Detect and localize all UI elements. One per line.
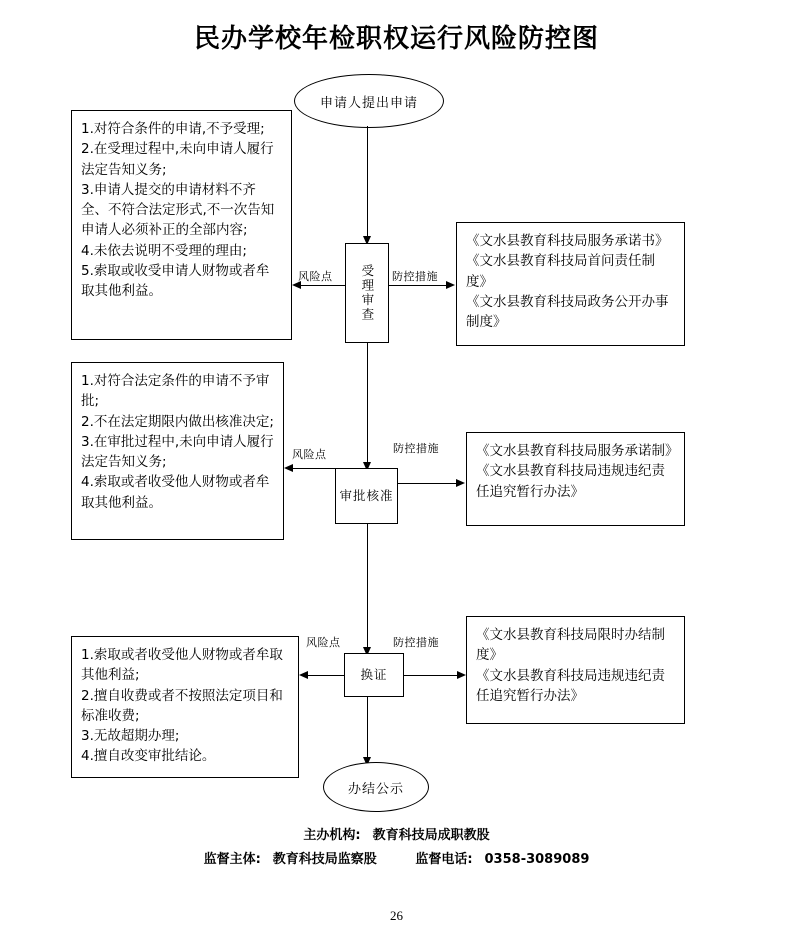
risk-box-2-line-4: 4.索取或者收受他人财物或者牟取其他利益。 [81, 474, 270, 511]
connector-step3-risk3 [307, 675, 344, 676]
node-step1-label: 受理审查 [359, 264, 375, 322]
arrowhead-step2-control2 [456, 479, 465, 487]
risk-box-2 [71, 362, 284, 540]
node-end [323, 762, 429, 812]
node-step3 [344, 653, 404, 697]
risk-box-2-line-1: 1.对符合法定条件的申请不予审批; [81, 373, 270, 410]
node-step3-label: 换证 [360, 667, 388, 683]
footer-supervisor-label: 监督主体: [203, 852, 261, 867]
risk-box-2-line-2: 2.不在法定期限内做出核准决定; [81, 413, 274, 430]
connector-start-step1 [367, 126, 368, 238]
footer-org-value: 教育科技局成职教股 [372, 828, 490, 843]
risk-box-1-line-1: 1.对符合条件的申请,不予受理; [81, 121, 265, 137]
control-box-1-line-3: 《文水县教育科技局政务公开办事制度》 [466, 293, 669, 330]
control-box-1 [456, 222, 685, 346]
risk-box-1-line-4: 4.未依去说明不受理的理由; [81, 242, 247, 259]
risk-box-3-line-4: 4.擅自改变审批结论。 [81, 748, 216, 765]
arrowhead-step2-risk2 [284, 464, 293, 472]
connector-step2-control2 [398, 483, 457, 484]
footer-phone-value: 0358-3089089 [484, 852, 590, 867]
risk-box-1-line-5: 5.索取或收受申请人财物或者牟取其他利益。 [81, 262, 270, 299]
risk-box-2-line-3: 3.在审批过程中,未向申请人履行法定告知义务; [81, 433, 274, 470]
control-box-2-line-2: 《文水县教育科技局违规违纪责任追究暂行办法》 [476, 463, 665, 500]
connector-step3-end [367, 697, 368, 759]
footer-line-2 [0, 848, 793, 867]
connector-step2-risk2 [292, 468, 335, 469]
control-box-1-line-1: 《文水县教育科技局服务承诺书》 [466, 233, 669, 249]
node-end-label: 办结公示 [347, 781, 404, 797]
edge-label-control-3: 防控措施 [393, 636, 439, 649]
connector-step1-control1 [389, 285, 447, 286]
risk-box-1-line-3: 3.申请人提交的申请材料不齐全、不符合法定形式,不一次告知申请人必须补正的全部内容; [81, 181, 275, 239]
footer-phone-label: 监督电话: [415, 852, 473, 867]
footer-line-1 [0, 824, 793, 843]
control-box-2 [466, 432, 685, 526]
risk-box-1-line-2: 2.在受理过程中,未向申请人履行法定告知义务; [81, 141, 274, 178]
footer-supervisor-value: 教育科技局监察股 [272, 852, 377, 867]
connector-step3-control3 [404, 675, 458, 676]
node-start-label: 申请人提出申请 [319, 95, 418, 111]
risk-box-3-line-2: 2.擅自收费或者不按照法定项目和标准收费; [81, 687, 283, 724]
page-title: 民办学校年检职权运行风险防控图 [193, 24, 599, 54]
risk-box-1 [71, 110, 292, 340]
arrowhead-step3-control3 [457, 671, 466, 679]
edge-label-risk-3: 风险点 [306, 636, 341, 649]
edge-label-risk-2: 风险点 [292, 448, 327, 461]
edge-label-control-2: 防控措施 [393, 442, 439, 455]
node-start [294, 74, 444, 128]
risk-box-3 [71, 636, 299, 778]
risk-box-3-line-1: 1.索取或者收受他人财物或者牟取其他利益; [81, 647, 283, 684]
connector-step2-step3 [367, 524, 368, 649]
edge-label-risk-1: 风险点 [298, 270, 333, 283]
page-number: 26 [390, 908, 403, 923]
node-step2 [335, 468, 398, 524]
control-box-3-line-2: 《文水县教育科技局违规违纪责任追究暂行办法》 [476, 667, 665, 704]
edge-label-control-1: 防控措施 [392, 270, 438, 283]
connector-step1-risk1 [300, 285, 345, 286]
control-box-3 [466, 616, 685, 724]
arrowhead-step1-control1 [446, 281, 455, 289]
node-step1 [345, 243, 389, 343]
footer-org-label: 主办机构: [303, 828, 361, 843]
risk-box-3-line-3: 3.无故超期办理; [81, 728, 180, 744]
control-box-1-line-2: 《文水县教育科技局首问责任制度》 [466, 253, 655, 290]
control-box-3-line-1: 《文水县教育科技局限时办结制度》 [476, 627, 665, 664]
connector-step1-step2 [367, 343, 368, 464]
control-box-2-line-1: 《文水县教育科技局服务承诺制》 [476, 443, 679, 459]
node-step2-label: 审批核准 [339, 488, 394, 504]
arrowhead-step3-risk3 [299, 671, 308, 679]
